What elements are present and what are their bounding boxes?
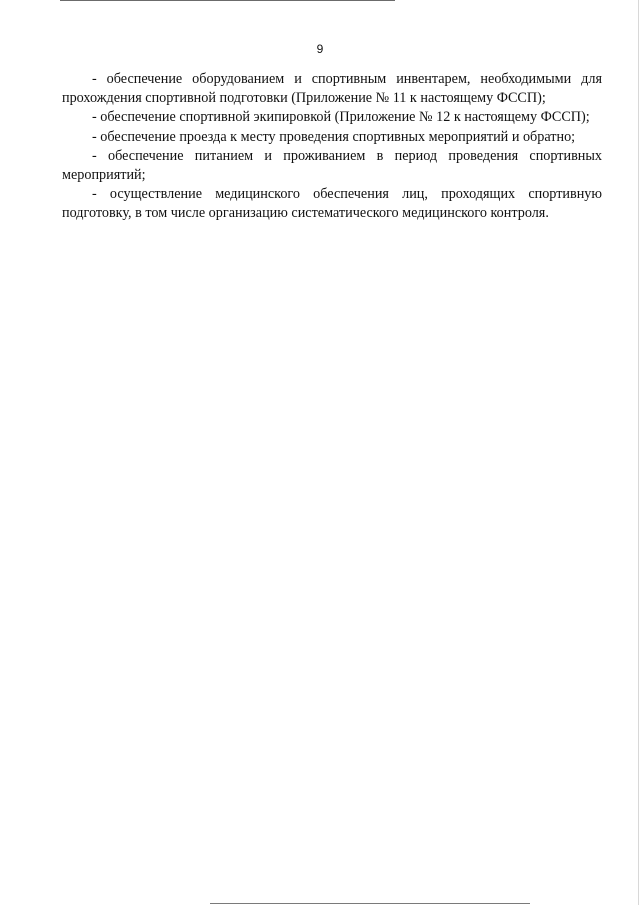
list-item-travel: - обеспечение проезда к месту проведения спортивных мероприятий и обратно;: [92, 128, 576, 145]
list-item-equipment: - обеспечение оборудованием и спортивным инвентарем, необходимыми для прохождения спортивной подготовки (Приложение № 11 к настоящему ФССП);: [62, 71, 602, 107]
scan-edge-right: [638, 0, 639, 905]
page-number: 9: [316, 42, 324, 56]
list-item-gear: - обеспечение спортивной экипировкой (Приложение № 12 к настоящему ФССП);: [92, 109, 590, 126]
scan-edge-bottom: [210, 903, 530, 904]
scan-edge-top: [60, 0, 395, 1]
list-item-food-lodging: - обеспечение питанием и проживанием в период проведения спортивных мероприятий;: [62, 147, 602, 184]
document-body: [62, 70, 602, 224]
list-item-medical: - осуществление медицинского обеспечения лиц, проходящих спортивную подготовку, в том числе организацию систематического медицинского контроля.: [62, 186, 602, 222]
